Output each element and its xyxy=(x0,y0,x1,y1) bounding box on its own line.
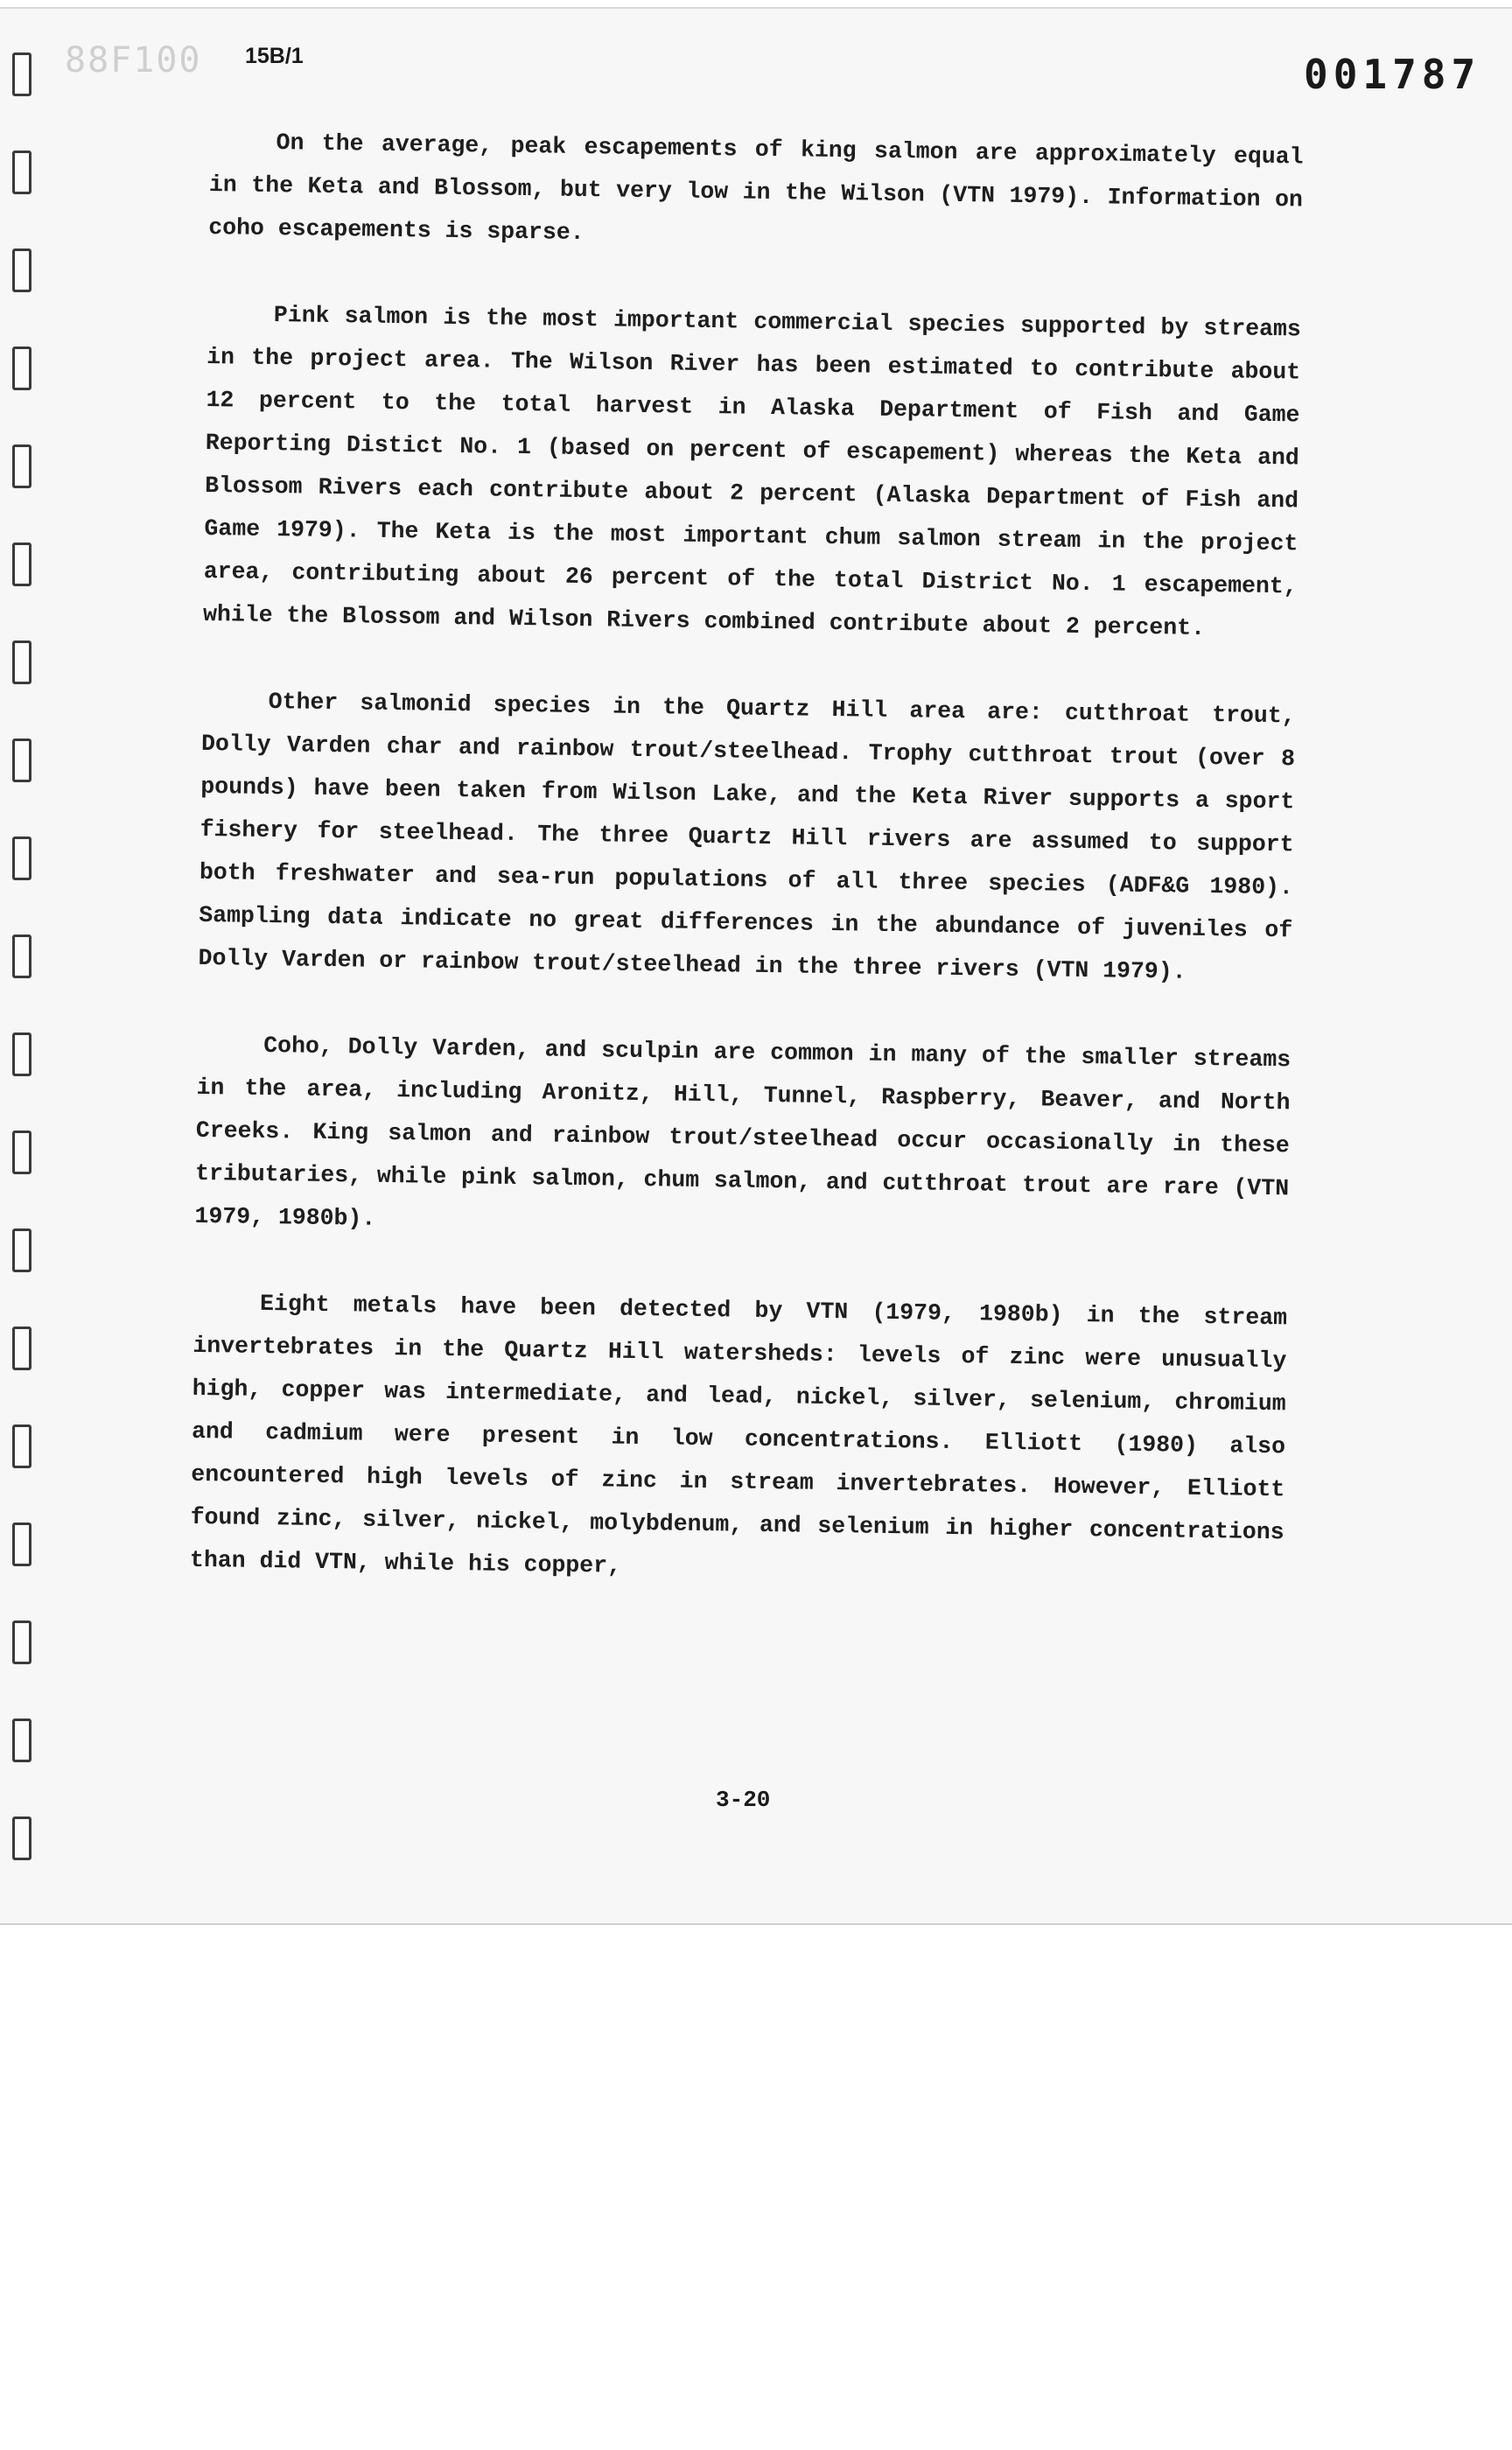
paragraph-small-streams: Coho, Dolly Varden, and sculpin are common in many of the smaller streams in the area, including Aronitz, Hill, Tunnel, Raspberry, Beaver, and North Creeks. King salmon and rainbow trout/steelhead occur occasionally in these tributaries, while pink salmon, chum salmon, and cutthroat trout are rare (VTN 1979, 1980b). xyxy=(194,1032,1292,1232)
binder-hole xyxy=(12,738,32,782)
binder-hole xyxy=(12,1522,32,1566)
binder-hole xyxy=(12,1032,32,1076)
binder-hole xyxy=(12,934,32,978)
scanned-page xyxy=(0,7,1512,1925)
binder-hole xyxy=(12,640,32,684)
body-text xyxy=(189,121,1304,1641)
binder-hole xyxy=(12,52,32,96)
paragraph-metals: Eight metals have been detected by VTN (1979, 1980b) in the stream invertebrates in the Quartz Hill watersheds: levels of zinc were unusually high, copper was intermediate, and lead, nickel, silver, selenium, chromium and cadmium were present in low concentrations. Elliott (1980) also encountered high levels of zinc in stream invertebrates. However, Elliott found zinc, silver, nickel, molybdenum, and selenium in higher concentrations than did VTN, while his copper, xyxy=(189,1290,1288,1579)
binder-hole xyxy=(12,346,32,390)
ghost-stamp: 88F100 xyxy=(65,40,202,80)
paragraph-other-salmonids: Other salmonid species in the Quartz Hill area are: cutthroat trout, Dolly Varden char and rainbow trout/steelhead. Trophy cutthroat trout (over 8 pounds) have been taken from Wilson Lake, and the Keta River supports a sport fishery for steelhead. The three Quartz Hill rivers are assumed to support both freshwater and sea-run populations of all three species (ADF&G 1980). Sampling data indicate no great differences in the abundance of juveniles of Dolly Varden or rainbow trout/steelhead in the three rivers (VTN 1979). xyxy=(198,688,1296,985)
binder-hole xyxy=(12,836,32,880)
binder-hole xyxy=(12,1228,32,1272)
binder-hole xyxy=(12,1620,32,1664)
binder-hole xyxy=(12,542,32,586)
binder-hole xyxy=(12,248,32,292)
section-code: 15B/1 xyxy=(245,44,304,68)
binder-hole xyxy=(12,1718,32,1762)
binder-hole-strip xyxy=(12,52,47,1890)
paragraph-king-salmon: On the average, peak escapements of king salmon are approximately equal in the Keta and Blossom, but very low in the Wilson (VTN 1979). Information on coho escapements is sparse. xyxy=(208,130,1304,246)
binder-hole xyxy=(12,1816,32,1860)
binder-hole xyxy=(12,1326,32,1370)
page-number: 3-20 xyxy=(716,1787,771,1813)
binder-hole xyxy=(12,1424,32,1468)
binder-hole xyxy=(12,444,32,488)
binder-hole xyxy=(12,150,32,194)
document-number: 001787 xyxy=(1304,51,1481,98)
paragraph-pink-chum-salmon: Pink salmon is the most important commercial species supported by streams in the project area. The Wilson River has been estimated to contribute about 12 percent to the total harvest in Alaska Department of Fish and Game Reporting Distict No. 1 (based on percent of escapement) whereas the Keta and Blossom Rivers each contribute about 2 percent (Alaska Department of Fish and Game 1979). The Keta is the most important chum salmon stream in the project area, contributing about 26 percent of the total District No. 1 escapement, while the Blossom and Wilson Rivers combined contribute about 2 percent. xyxy=(202,302,1302,641)
binder-hole xyxy=(12,1130,32,1174)
